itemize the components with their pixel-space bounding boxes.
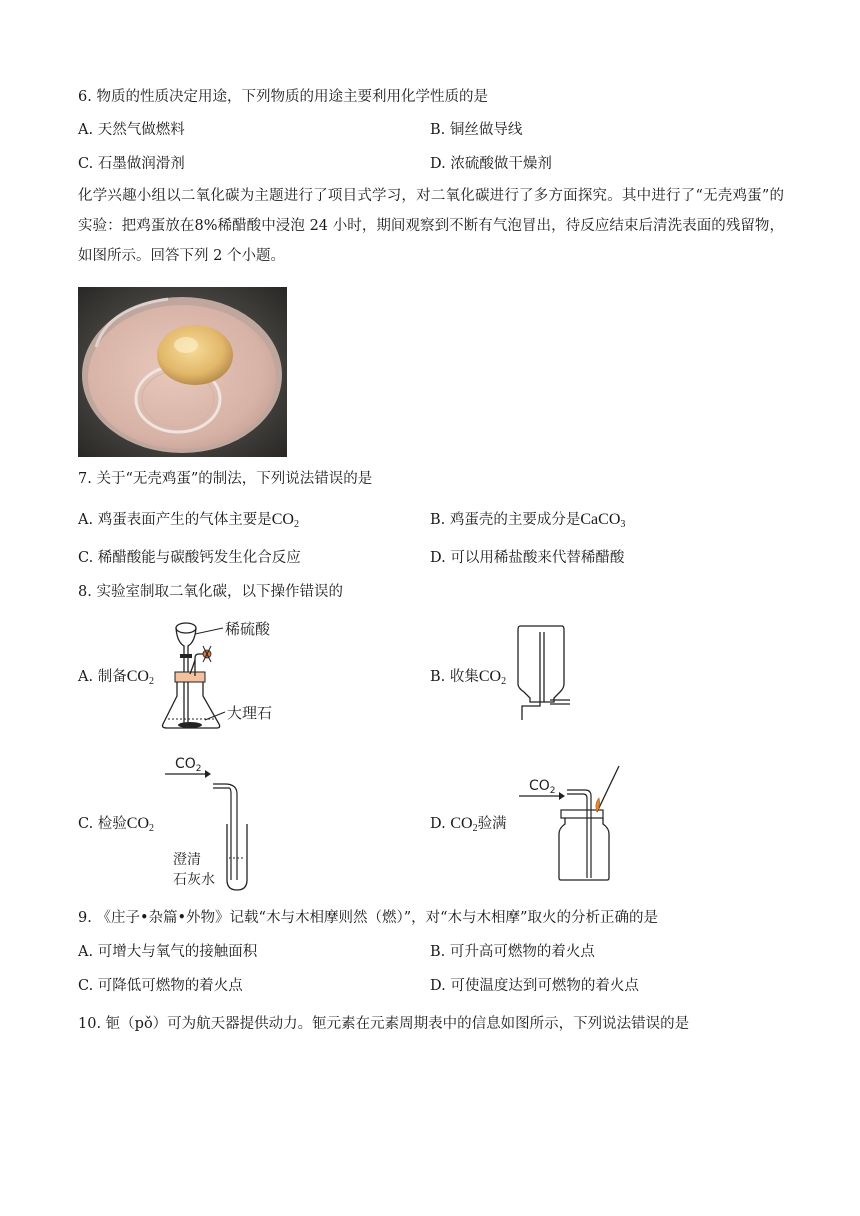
q8-option-c: C. 检验$CO_2$ (78, 815, 155, 834)
q7-option-b (430, 510, 625, 535)
intro-paragraph: 化学兴趣小组以二氧化碳为主题进行了项目式学习，对二氧化碳进行了多方面探究。其中进行了“无壳鸡蛋”的实验：把鸡蛋放在8%稀醋酸中浸泡 24 小时，期间观察到不断有气泡冒出，待反应结束后清洗表面的残留物，如图所示。回答下列 2 个小题。 (78, 188, 784, 264)
q6-option-b: B. 铜丝做导线 (430, 122, 523, 138)
q6-option-a: A. 天然气做燃料 (78, 122, 185, 138)
formula-co2: $CO_2$ (450, 815, 478, 834)
label-limewater: 石灰水 (173, 872, 215, 888)
formula-co2: $CO_2$ (271, 511, 299, 530)
formula-caco3: CaCO$_3$ (580, 511, 626, 530)
label-co2-arrow-c: $CO_2$ (175, 756, 202, 774)
label-marble: 大理石 (227, 704, 273, 722)
label-co2-arrow-d: $CO_2$ (529, 778, 556, 796)
q7-option-a-text: A. 鸡蛋表面产生的气体主要是 (78, 512, 272, 528)
q8-option-a: A. 制备$CO_2$ (78, 668, 154, 687)
q6-option-d: D. 浓硫酸做干燥剂 (430, 156, 552, 172)
figure-d-gas-full-check (515, 760, 630, 885)
q9-option-c: C. 可降低可燃物的着火点 (78, 978, 243, 994)
figure-a-apparatus (155, 614, 285, 732)
q7-option-c: C. 稀醋酸能与碳酸钙发生化合反应 (78, 550, 301, 566)
figure-c-limewater-test (165, 750, 265, 892)
q7-option-b-text: B. 鸡蛋壳的主要成分是 (430, 512, 581, 528)
formula-co2: $CO_2$ (126, 668, 154, 687)
q6-option-c: C. 石墨做润滑剂 (78, 156, 185, 172)
q9-option-d: D. 可使温度达到可燃物的着火点 (430, 978, 639, 994)
q7-option-a (78, 510, 299, 535)
formula-co2: $CO_2$ (126, 815, 155, 834)
q7-stem: 7. 关于“无壳鸡蛋”的制法，下列说法错误的是 (78, 471, 373, 487)
q7-option-d: D. 可以用稀盐酸来代替稀醋酸 (430, 550, 625, 566)
label-clear: 澄清 (173, 852, 201, 868)
q9-option-b: B. 可升高可燃物的着火点 (430, 944, 595, 960)
q8-option-b: B. 收集$CO_2$ (430, 668, 507, 687)
q6-stem: 6. 物质的性质决定用途，下列物质的用途主要利用化学性质的是 (78, 89, 488, 105)
label-dilute-sulfuric-acid: 稀硫酸 (225, 620, 271, 638)
egg-photo (78, 287, 287, 457)
q8-option-d: D. $CO_2$验满 (430, 815, 507, 834)
q9-option-a: A. 可增大与氧气的接触面积 (78, 944, 258, 960)
q10-stem: 10. 钷（pǒ）可为航天器提供动力。钷元素在元素周期表中的信息如图所示，下列说法错误的是 (78, 1016, 690, 1032)
q8-stem: 8. 实验室制取二氧化碳，以下操作错误的 (78, 584, 343, 600)
figure-b-collection-bottle (512, 622, 578, 722)
formula-co2: $CO_2$ (478, 668, 507, 687)
q9-stem: 9. 《庄子•杂篇•外物》记载“木与木相摩则然（燃）”，对“木与木相摩”取火的分析正确的是 (78, 910, 658, 926)
